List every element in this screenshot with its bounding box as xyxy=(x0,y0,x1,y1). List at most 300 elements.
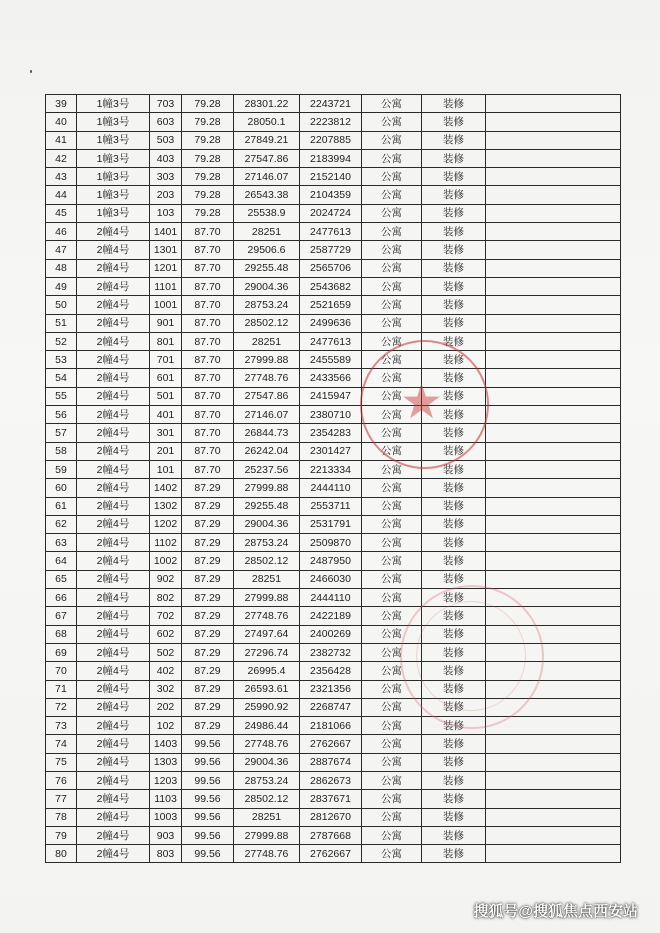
table-row xyxy=(46,131,621,149)
cell-decoration: 装修 xyxy=(422,515,486,533)
cell-room: 1001 xyxy=(150,296,182,314)
cell-remark xyxy=(486,314,621,332)
cell-seq: 39 xyxy=(46,95,77,113)
cell-decoration: 装修 xyxy=(422,259,486,277)
cell-building: 2幢4号 xyxy=(77,460,150,478)
cell-decoration: 装修 xyxy=(422,753,486,771)
cell-area: 87.70 xyxy=(182,332,234,350)
cell-unit-price: 28050.1 xyxy=(234,113,300,131)
cell-room: 603 xyxy=(150,113,182,131)
cell-total-price: 2477613 xyxy=(300,332,362,350)
cell-decoration: 装修 xyxy=(422,735,486,753)
cell-remark xyxy=(486,643,621,661)
cell-area: 87.70 xyxy=(182,296,234,314)
cell-total-price: 2433566 xyxy=(300,369,362,387)
cell-unit-price: 29506.6 xyxy=(234,241,300,259)
cell-usage: 公寓 xyxy=(362,552,422,570)
cell-building: 1幢3号 xyxy=(77,149,150,167)
cell-area: 87.29 xyxy=(182,625,234,643)
cell-remark xyxy=(486,680,621,698)
cell-usage: 公寓 xyxy=(362,515,422,533)
cell-seq: 77 xyxy=(46,790,77,808)
cell-decoration: 装修 xyxy=(422,607,486,625)
cell-unit-price: 27748.76 xyxy=(234,607,300,625)
table-row xyxy=(46,534,621,552)
cell-decoration: 装修 xyxy=(422,552,486,570)
cell-building: 2幢4号 xyxy=(77,680,150,698)
cell-building: 1幢3号 xyxy=(77,113,150,131)
cell-remark xyxy=(486,534,621,552)
cell-unit-price: 25990.92 xyxy=(234,698,300,716)
table-row xyxy=(46,241,621,259)
cell-remark xyxy=(486,113,621,131)
cell-room: 1102 xyxy=(150,534,182,552)
cell-remark xyxy=(486,186,621,204)
cell-decoration: 装修 xyxy=(422,826,486,844)
cell-room: 302 xyxy=(150,680,182,698)
cell-area: 87.29 xyxy=(182,680,234,698)
cell-room: 1103 xyxy=(150,790,182,808)
cell-unit-price: 27146.07 xyxy=(234,168,300,186)
cell-usage: 公寓 xyxy=(362,442,422,460)
cell-building: 2幢4号 xyxy=(77,771,150,789)
cell-remark xyxy=(486,204,621,222)
cell-room: 602 xyxy=(150,625,182,643)
cell-area: 79.28 xyxy=(182,131,234,149)
cell-unit-price: 26593.61 xyxy=(234,680,300,698)
cell-usage: 公寓 xyxy=(362,424,422,442)
cell-unit-price: 28251 xyxy=(234,570,300,588)
cell-total-price: 2837671 xyxy=(300,790,362,808)
cell-decoration: 装修 xyxy=(422,406,486,424)
cell-total-price: 2181066 xyxy=(300,717,362,735)
cell-total-price: 2565706 xyxy=(300,259,362,277)
cell-seq: 50 xyxy=(46,296,77,314)
cell-remark xyxy=(486,625,621,643)
cell-room: 702 xyxy=(150,607,182,625)
cell-area: 87.29 xyxy=(182,479,234,497)
cell-unit-price: 29004.36 xyxy=(234,277,300,295)
watermark-text: 搜狐号@搜狐焦点西安站 xyxy=(473,903,638,920)
cell-room: 1002 xyxy=(150,552,182,570)
dust-speck xyxy=(30,70,32,73)
cell-area: 87.29 xyxy=(182,643,234,661)
cell-area: 79.28 xyxy=(182,204,234,222)
cell-usage: 公寓 xyxy=(362,589,422,607)
cell-remark xyxy=(486,790,621,808)
cell-usage: 公寓 xyxy=(362,698,422,716)
cell-decoration: 装修 xyxy=(422,241,486,259)
cell-seq: 78 xyxy=(46,808,77,826)
table-row xyxy=(46,753,621,771)
cell-area: 99.56 xyxy=(182,845,234,863)
table-body xyxy=(46,95,621,863)
cell-unit-price: 27296.74 xyxy=(234,643,300,661)
table-row xyxy=(46,717,621,735)
cell-remark xyxy=(486,552,621,570)
table-row xyxy=(46,845,621,863)
cell-decoration: 装修 xyxy=(422,369,486,387)
cell-building: 2幢4号 xyxy=(77,643,150,661)
cell-usage: 公寓 xyxy=(362,479,422,497)
cell-area: 87.70 xyxy=(182,442,234,460)
table-row xyxy=(46,149,621,167)
cell-room: 803 xyxy=(150,845,182,863)
cell-seq: 76 xyxy=(46,771,77,789)
cell-seq: 74 xyxy=(46,735,77,753)
cell-room: 903 xyxy=(150,826,182,844)
cell-building: 2幢4号 xyxy=(77,845,150,863)
cell-seq: 44 xyxy=(46,186,77,204)
cell-total-price: 2415947 xyxy=(300,387,362,405)
cell-room: 1003 xyxy=(150,808,182,826)
cell-area: 87.29 xyxy=(182,515,234,533)
cell-building: 2幢4号 xyxy=(77,515,150,533)
cell-building: 2幢4号 xyxy=(77,662,150,680)
cell-decoration: 装修 xyxy=(422,589,486,607)
cell-building: 2幢4号 xyxy=(77,406,150,424)
cell-unit-price: 28502.12 xyxy=(234,552,300,570)
cell-room: 501 xyxy=(150,387,182,405)
cell-area: 87.70 xyxy=(182,406,234,424)
cell-building: 2幢4号 xyxy=(77,241,150,259)
cell-room: 303 xyxy=(150,168,182,186)
cell-usage: 公寓 xyxy=(362,314,422,332)
table-row xyxy=(46,351,621,369)
cell-decoration: 装修 xyxy=(422,424,486,442)
cell-area: 99.56 xyxy=(182,808,234,826)
cell-usage: 公寓 xyxy=(362,95,422,113)
table-row xyxy=(46,277,621,295)
cell-seq: 56 xyxy=(46,406,77,424)
cell-usage: 公寓 xyxy=(362,406,422,424)
cell-unit-price: 28753.24 xyxy=(234,296,300,314)
cell-building: 1幢3号 xyxy=(77,204,150,222)
cell-usage: 公寓 xyxy=(362,790,422,808)
cell-usage: 公寓 xyxy=(362,625,422,643)
cell-decoration: 装修 xyxy=(422,643,486,661)
cell-seq: 65 xyxy=(46,570,77,588)
cell-building: 2幢4号 xyxy=(77,717,150,735)
price-list-table xyxy=(45,94,621,863)
cell-building: 2幢4号 xyxy=(77,607,150,625)
cell-total-price: 2466030 xyxy=(300,570,362,588)
cell-usage: 公寓 xyxy=(362,570,422,588)
cell-remark xyxy=(486,351,621,369)
cell-room: 403 xyxy=(150,149,182,167)
cell-usage: 公寓 xyxy=(362,351,422,369)
table-row xyxy=(46,515,621,533)
cell-remark xyxy=(486,460,621,478)
table-row xyxy=(46,826,621,844)
cell-remark xyxy=(486,442,621,460)
cell-room: 701 xyxy=(150,351,182,369)
cell-building: 2幢4号 xyxy=(77,259,150,277)
cell-area: 79.28 xyxy=(182,186,234,204)
table-row xyxy=(46,625,621,643)
cell-usage: 公寓 xyxy=(362,680,422,698)
cell-decoration: 装修 xyxy=(422,204,486,222)
cell-unit-price: 27547.86 xyxy=(234,149,300,167)
cell-area: 99.56 xyxy=(182,735,234,753)
cell-decoration: 装修 xyxy=(422,497,486,515)
cell-usage: 公寓 xyxy=(362,662,422,680)
cell-room: 802 xyxy=(150,589,182,607)
table-row xyxy=(46,204,621,222)
cell-area: 87.70 xyxy=(182,314,234,332)
cell-usage: 公寓 xyxy=(362,845,422,863)
cell-seq: 69 xyxy=(46,643,77,661)
cell-usage: 公寓 xyxy=(362,131,422,149)
cell-decoration: 装修 xyxy=(422,680,486,698)
cell-usage: 公寓 xyxy=(362,753,422,771)
cell-room: 203 xyxy=(150,186,182,204)
cell-area: 87.29 xyxy=(182,497,234,515)
cell-decoration: 装修 xyxy=(422,223,486,241)
cell-area: 87.70 xyxy=(182,259,234,277)
cell-seq: 79 xyxy=(46,826,77,844)
cell-area: 87.70 xyxy=(182,351,234,369)
cell-remark xyxy=(486,607,621,625)
table-row xyxy=(46,223,621,241)
cell-room: 201 xyxy=(150,442,182,460)
cell-usage: 公寓 xyxy=(362,826,422,844)
cell-usage: 公寓 xyxy=(362,735,422,753)
cell-room: 1203 xyxy=(150,771,182,789)
cell-seq: 51 xyxy=(46,314,77,332)
cell-remark xyxy=(486,826,621,844)
cell-unit-price: 27748.76 xyxy=(234,735,300,753)
cell-seq: 55 xyxy=(46,387,77,405)
cell-area: 87.70 xyxy=(182,424,234,442)
cell-usage: 公寓 xyxy=(362,534,422,552)
cell-area: 99.56 xyxy=(182,826,234,844)
cell-usage: 公寓 xyxy=(362,607,422,625)
cell-room: 601 xyxy=(150,369,182,387)
cell-usage: 公寓 xyxy=(362,387,422,405)
cell-total-price: 2587729 xyxy=(300,241,362,259)
cell-area: 79.28 xyxy=(182,95,234,113)
table-row xyxy=(46,497,621,515)
cell-seq: 43 xyxy=(46,168,77,186)
table-row xyxy=(46,771,621,789)
cell-remark xyxy=(486,387,621,405)
cell-seq: 47 xyxy=(46,241,77,259)
cell-building: 1幢3号 xyxy=(77,168,150,186)
cell-building: 2幢4号 xyxy=(77,387,150,405)
table-row xyxy=(46,479,621,497)
cell-seq: 46 xyxy=(46,223,77,241)
cell-total-price: 2301427 xyxy=(300,442,362,460)
cell-remark xyxy=(486,424,621,442)
cell-unit-price: 26242.04 xyxy=(234,442,300,460)
table-row xyxy=(46,790,621,808)
cell-room: 1401 xyxy=(150,223,182,241)
cell-area: 87.29 xyxy=(182,698,234,716)
cell-usage: 公寓 xyxy=(362,223,422,241)
cell-usage: 公寓 xyxy=(362,771,422,789)
cell-total-price: 2024724 xyxy=(300,204,362,222)
cell-total-price: 2356428 xyxy=(300,662,362,680)
cell-seq: 53 xyxy=(46,351,77,369)
cell-unit-price: 27999.88 xyxy=(234,589,300,607)
table-row xyxy=(46,424,621,442)
cell-seq: 59 xyxy=(46,460,77,478)
cell-seq: 75 xyxy=(46,753,77,771)
cell-total-price: 2543682 xyxy=(300,277,362,295)
cell-remark xyxy=(486,589,621,607)
cell-total-price: 2380710 xyxy=(300,406,362,424)
cell-decoration: 装修 xyxy=(422,808,486,826)
cell-decoration: 装修 xyxy=(422,149,486,167)
cell-remark xyxy=(486,149,621,167)
cell-total-price: 2152140 xyxy=(300,168,362,186)
cell-seq: 71 xyxy=(46,680,77,698)
cell-usage: 公寓 xyxy=(362,460,422,478)
cell-room: 103 xyxy=(150,204,182,222)
cell-remark xyxy=(486,735,621,753)
cell-seq: 73 xyxy=(46,717,77,735)
cell-seq: 66 xyxy=(46,589,77,607)
cell-remark xyxy=(486,662,621,680)
cell-building: 2幢4号 xyxy=(77,277,150,295)
cell-area: 79.28 xyxy=(182,149,234,167)
cell-seq: 70 xyxy=(46,662,77,680)
cell-building: 2幢4号 xyxy=(77,314,150,332)
cell-room: 1202 xyxy=(150,515,182,533)
cell-room: 901 xyxy=(150,314,182,332)
cell-room: 801 xyxy=(150,332,182,350)
table-row xyxy=(46,570,621,588)
cell-room: 1303 xyxy=(150,753,182,771)
cell-room: 1403 xyxy=(150,735,182,753)
cell-building: 2幢4号 xyxy=(77,442,150,460)
cell-total-price: 2223812 xyxy=(300,113,362,131)
cell-remark xyxy=(486,332,621,350)
table-row xyxy=(46,95,621,113)
cell-total-price: 2762667 xyxy=(300,735,362,753)
cell-decoration: 装修 xyxy=(422,351,486,369)
cell-unit-price: 27999.88 xyxy=(234,826,300,844)
cell-room: 1302 xyxy=(150,497,182,515)
cell-decoration: 装修 xyxy=(422,717,486,735)
cell-room: 301 xyxy=(150,424,182,442)
cell-decoration: 装修 xyxy=(422,442,486,460)
cell-building: 2幢4号 xyxy=(77,497,150,515)
cell-unit-price: 27547.86 xyxy=(234,387,300,405)
cell-unit-price: 28251 xyxy=(234,223,300,241)
cell-room: 502 xyxy=(150,643,182,661)
cell-unit-price: 27849.21 xyxy=(234,131,300,149)
cell-usage: 公寓 xyxy=(362,277,422,295)
cell-total-price: 2104359 xyxy=(300,186,362,204)
cell-unit-price: 25538.9 xyxy=(234,204,300,222)
table-row xyxy=(46,387,621,405)
cell-room: 703 xyxy=(150,95,182,113)
cell-unit-price: 29004.36 xyxy=(234,753,300,771)
cell-decoration: 装修 xyxy=(422,168,486,186)
cell-area: 87.70 xyxy=(182,223,234,241)
cell-seq: 80 xyxy=(46,845,77,863)
cell-total-price: 2213334 xyxy=(300,460,362,478)
cell-total-price: 2400269 xyxy=(300,625,362,643)
cell-remark xyxy=(486,570,621,588)
cell-decoration: 装修 xyxy=(422,277,486,295)
cell-building: 2幢4号 xyxy=(77,223,150,241)
cell-room: 1101 xyxy=(150,277,182,295)
seal-star-icon: ★ xyxy=(400,374,444,430)
cell-unit-price: 28301.22 xyxy=(234,95,300,113)
cell-building: 1幢3号 xyxy=(77,186,150,204)
cell-total-price: 2887674 xyxy=(300,753,362,771)
table-row xyxy=(46,662,621,680)
cell-remark xyxy=(486,753,621,771)
cell-decoration: 装修 xyxy=(422,479,486,497)
cell-seq: 63 xyxy=(46,534,77,552)
cell-area: 79.28 xyxy=(182,113,234,131)
cell-decoration: 装修 xyxy=(422,296,486,314)
cell-area: 99.56 xyxy=(182,790,234,808)
cell-area: 87.70 xyxy=(182,241,234,259)
cell-remark xyxy=(486,296,621,314)
cell-usage: 公寓 xyxy=(362,186,422,204)
cell-unit-price: 28251 xyxy=(234,332,300,350)
cell-building: 2幢4号 xyxy=(77,589,150,607)
cell-area: 87.70 xyxy=(182,460,234,478)
cell-total-price: 2455589 xyxy=(300,351,362,369)
cell-usage: 公寓 xyxy=(362,296,422,314)
cell-usage: 公寓 xyxy=(362,204,422,222)
cell-total-price: 2422189 xyxy=(300,607,362,625)
cell-unit-price: 27146.07 xyxy=(234,406,300,424)
cell-decoration: 装修 xyxy=(422,95,486,113)
cell-room: 101 xyxy=(150,460,182,478)
cell-room: 1201 xyxy=(150,259,182,277)
cell-seq: 40 xyxy=(46,113,77,131)
cell-decoration: 装修 xyxy=(422,570,486,588)
cell-area: 87.29 xyxy=(182,534,234,552)
cell-building: 2幢4号 xyxy=(77,479,150,497)
cell-building: 2幢4号 xyxy=(77,826,150,844)
cell-total-price: 2531791 xyxy=(300,515,362,533)
cell-building: 2幢4号 xyxy=(77,625,150,643)
cell-unit-price: 26995.4 xyxy=(234,662,300,680)
cell-unit-price: 24986.44 xyxy=(234,717,300,735)
cell-building: 2幢4号 xyxy=(77,753,150,771)
cell-remark xyxy=(486,406,621,424)
cell-remark xyxy=(486,131,621,149)
cell-total-price: 2321356 xyxy=(300,680,362,698)
cell-room: 202 xyxy=(150,698,182,716)
cell-decoration: 装修 xyxy=(422,845,486,863)
cell-total-price: 2499636 xyxy=(300,314,362,332)
cell-building: 2幢4号 xyxy=(77,790,150,808)
cell-seq: 52 xyxy=(46,332,77,350)
table-row xyxy=(46,442,621,460)
cell-total-price: 2382732 xyxy=(300,643,362,661)
cell-unit-price: 29255.48 xyxy=(234,497,300,515)
cell-area: 87.29 xyxy=(182,589,234,607)
cell-seq: 64 xyxy=(46,552,77,570)
table-row xyxy=(46,698,621,716)
cell-remark xyxy=(486,259,621,277)
cell-total-price: 2812670 xyxy=(300,808,362,826)
cell-remark xyxy=(486,277,621,295)
cell-remark xyxy=(486,479,621,497)
cell-building: 2幢4号 xyxy=(77,570,150,588)
cell-usage: 公寓 xyxy=(362,241,422,259)
cell-decoration: 装修 xyxy=(422,314,486,332)
